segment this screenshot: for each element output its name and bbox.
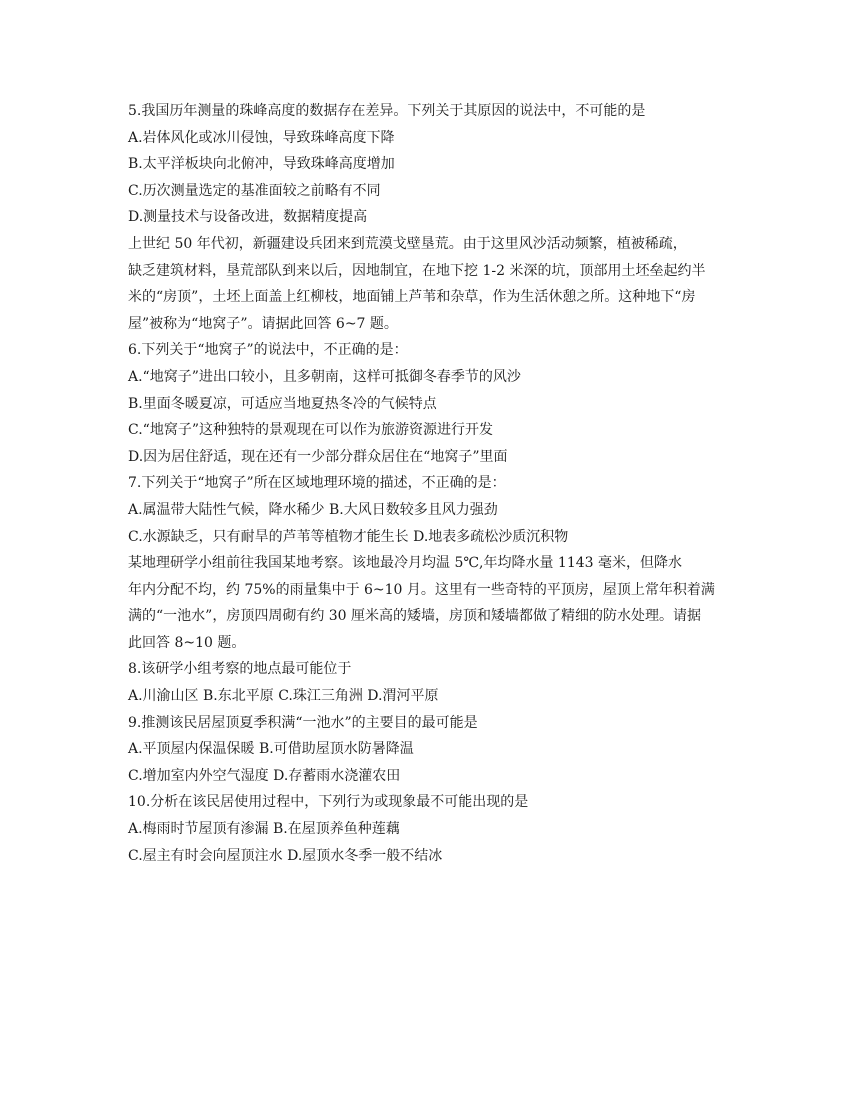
passage-8-10-line-1: 某地理研学小组前往我国某地考察。该地最冷月均温 5℃,年均降水量 1143 毫米，但降水 [128,555,682,572]
question-6-option-c: C.“地窝子”这种独特的景观现在可以作为旅游资源进行开发 [128,422,493,439]
passage-8-10-line-3: 满的“一池水”，房顶四周砌有约 30 厘米高的矮墙，房顶和矮墙都做了精细的防水处理。请据 [128,608,702,625]
question-9-stem: 9.推测该民居屋顶夏季积满“一池水”的主要目的最可能是 [128,714,478,731]
question-10-options-cd: C.屋主有时会向屋顶注水 D.屋顶水冬季一般不结冰 [128,847,443,864]
question-5-option-d: D.测量技术与设备改进，数据精度提高 [128,209,368,226]
question-8-stem: 8.该研学小组考察的地点最可能位于 [128,661,352,678]
question-7-options-cd: C.水源缺乏，只有耐旱的芦苇等植物才能生长 D.地表多疏松沙质沉积物 [128,528,569,545]
question-7-stem: 7.下列关于“地窝子”所在区域地理环境的描述，不正确的是： [128,475,506,492]
question-5-option-a: A.岩体风化或冰川侵蚀，导致珠峰高度下降 [128,129,395,146]
question-9-options-cd: C.增加室内外空气湿度 D.存蓄雨水浇灌农田 [128,767,401,784]
question-10-options-ab: A.梅雨时节屋顶有渗漏 B.在屋顶养鱼种莲藕 [128,821,400,838]
passage-6-7-line-3: 米的“房顶”，土坯上面盖上红柳枝，地面铺上芦苇和杂草，作为生活休憩之所。这种地下“房 [128,289,696,306]
question-5-option-c: C.历次测量选定的基准面较之前略有不同 [128,182,381,199]
question-10-stem: 10.分析在该民居使用过程中，下列行为或现象最不可能出现的是 [128,794,529,811]
question-6-stem: 6.下列关于“地窝子”的说法中，不正确的是： [128,342,408,359]
question-8-options: A.川渝山区 B.东北平原 C.珠江三角洲 D.渭河平原 [128,688,439,705]
question-5-stem: 5.我国历年测量的珠峰高度的数据存在差异。下列关于其原因的说法中，不可能的是 [128,103,646,119]
question-6-option-d: D.因为居住舒适，现在还有一少部分群众居住在“地窝子”里面 [128,448,508,465]
passage-6-7-line-1: 上世纪 50 年代初，新疆建设兵团来到荒漠戈壁垦荒。由于这里风沙活动频繁，植被稀疏， [128,235,687,252]
question-6-option-b: B.里面冬暖夏凉，可适应当地夏热冬冷的气候特点 [128,395,437,412]
question-5-option-b: B.太平洋板块向北俯冲，导致珠峰高度增加 [128,156,395,173]
question-7-options-ab: A.属温带大陆性气候，降水稀少 B.大风日数较多且风力强劲 [128,501,498,518]
question-9-options-ab: A.平顶屋内保温保暖 B.可借助屋顶水防暑降温 [128,741,414,758]
passage-8-10-line-2: 年内分配不均，约 75%的雨量集中于 6~10 月。这里有一些奇特的平顶房，屋顶上常年积着满 [128,581,715,598]
passage-8-10-line-4: 此回答 8~10 题。 [128,634,246,651]
passage-6-7-line-2: 缺乏建筑材料，垦荒部队到来以后，因地制宜，在地下挖 1-2 米深的坑，顶部用土坯垒起约半 [128,262,706,279]
exam-page [128,98,738,869]
question-6-option-a: A.“地窝子”进出口较小，且多朝南，这样可抵御冬春季节的风沙 [128,368,521,385]
passage-6-7-line-4: 屋”被称为“地窝子”。请据此回答 6~7 题。 [128,315,398,332]
